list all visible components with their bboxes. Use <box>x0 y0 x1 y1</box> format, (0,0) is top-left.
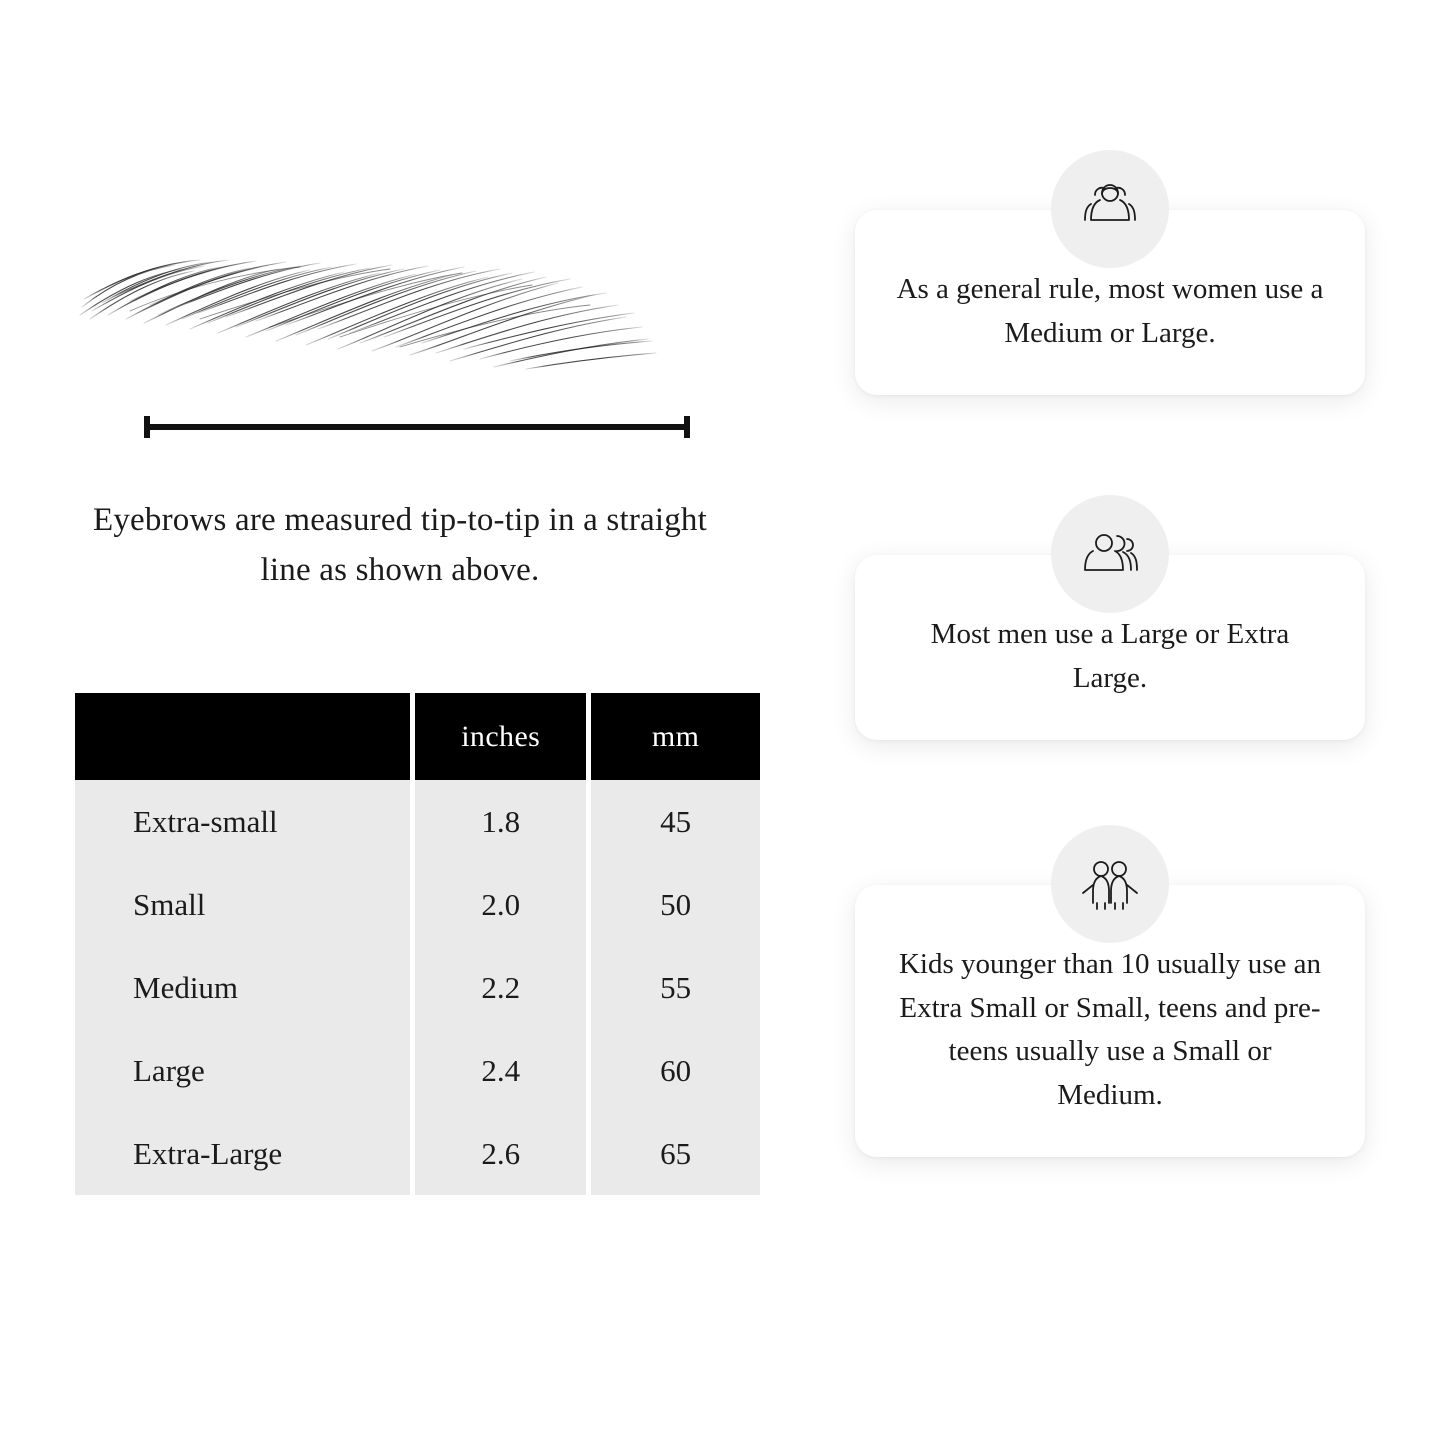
table-row <box>75 1112 760 1195</box>
header-mm: mm <box>591 693 760 780</box>
eyebrow-icon <box>70 215 670 395</box>
table-header-row <box>75 693 760 780</box>
cell-mm: 55 <box>591 946 760 1029</box>
size-table-head <box>75 693 760 780</box>
size-table <box>70 693 765 1195</box>
note-text: Kids younger than 10 usually use an Extra Small or Small, teens and pre-teens usually use a Small or Medium. <box>898 948 1322 1111</box>
cell-mm: 45 <box>591 780 760 863</box>
cell-size: Extra-Large <box>75 1112 410 1195</box>
table-row <box>75 1029 760 1112</box>
tip-to-tip-measure-bar <box>142 415 692 439</box>
cell-size: Extra-small <box>75 780 410 863</box>
cell-inches: 2.2 <box>415 946 586 1029</box>
cell-mm: 60 <box>591 1029 760 1112</box>
cell-mm: 50 <box>591 863 760 946</box>
size-table-body <box>75 780 760 1195</box>
table-row <box>75 780 760 863</box>
cell-inches: 2.4 <box>415 1029 586 1112</box>
measurement-caption: Eyebrows are measured tip-to-tip in a straight line as shown above. <box>92 502 707 589</box>
cell-mm: 65 <box>591 1112 760 1195</box>
header-inches: inches <box>415 693 586 780</box>
women-group-icon <box>1051 150 1169 268</box>
cell-size: Medium <box>75 946 410 1029</box>
header-size <box>75 693 410 780</box>
cell-size: Large <box>75 1029 410 1112</box>
note-card-kids <box>855 885 1365 1157</box>
cell-inches: 2.6 <box>415 1112 586 1195</box>
cell-size: Small <box>75 863 410 946</box>
cell-inches: 1.8 <box>415 780 586 863</box>
note-text: Most men use a Large or Extra Large. <box>930 618 1290 694</box>
note-card-men <box>855 555 1365 740</box>
table-row <box>75 946 760 1029</box>
eyebrow-illustration <box>70 215 710 465</box>
men-group-icon <box>1051 495 1169 613</box>
note-text: As a general rule, most women use a Medium or Large. <box>896 273 1324 349</box>
table-row <box>75 863 760 946</box>
note-card-women <box>855 210 1365 395</box>
cell-inches: 2.0 <box>415 863 586 946</box>
kids-group-icon <box>1051 825 1169 943</box>
right-column <box>800 0 1445 1445</box>
